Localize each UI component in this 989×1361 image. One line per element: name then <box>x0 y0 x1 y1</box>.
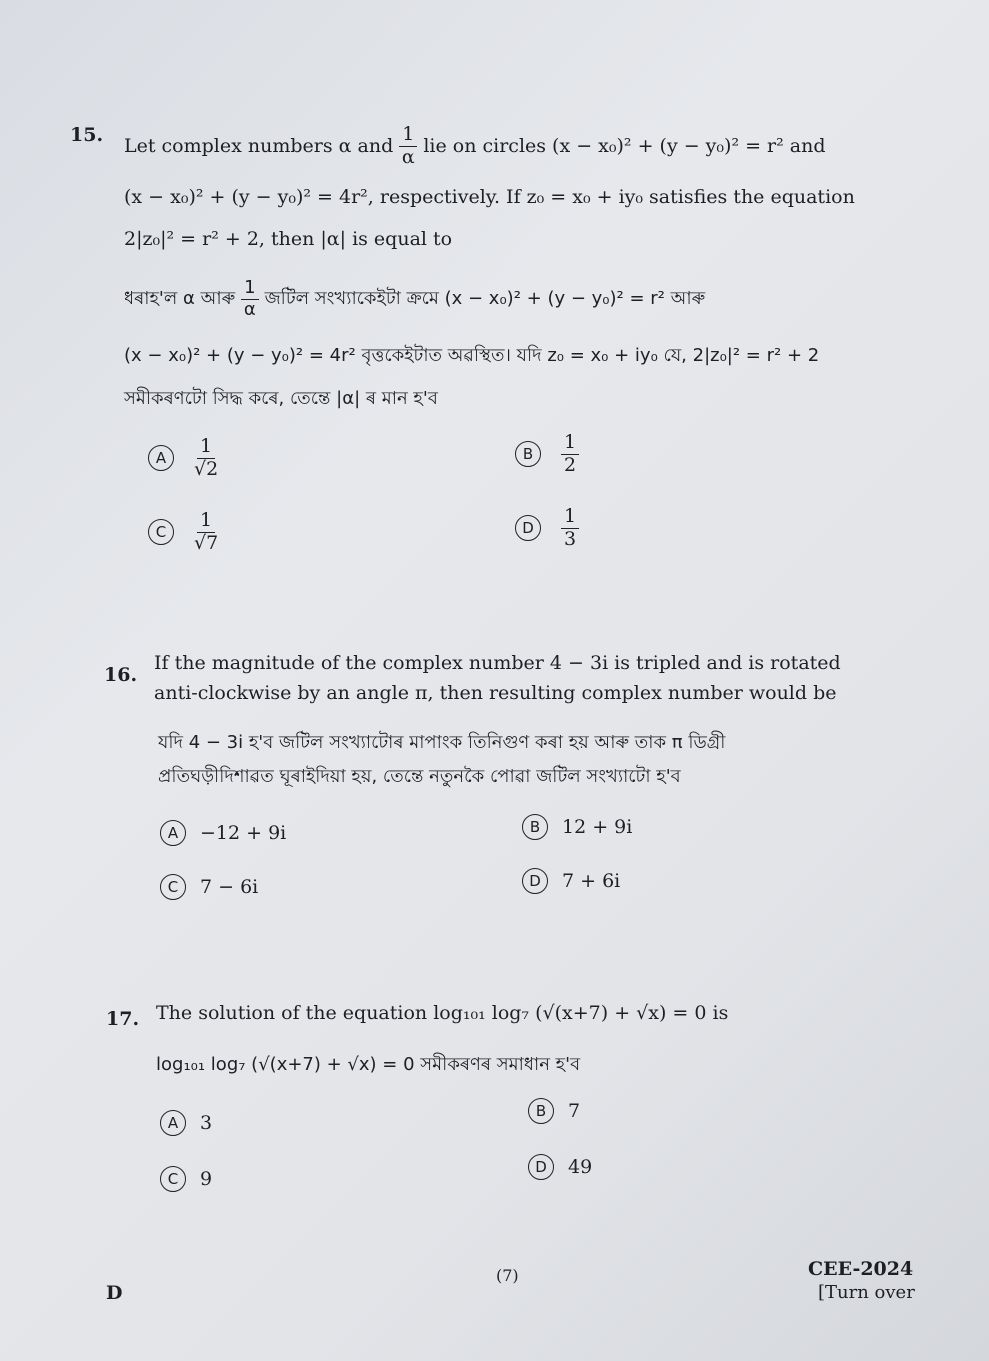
q15-option-c-den: √7 <box>194 531 219 554</box>
exam-code: CEE-2024 <box>808 1258 914 1280</box>
q17-option-a-text: 3 <box>200 1112 213 1134</box>
q15-option-a-den: √2 <box>194 457 219 480</box>
q15-line-2: (x − x₀)² + (y − y₀)² = 4r², respectively. If z₀ = x₀ + iy₀ satisfies the equation <box>124 186 855 208</box>
question-number-16: 16. <box>104 664 138 686</box>
q16-option-b[interactable] <box>522 814 632 840</box>
q15-bn-line-3: সমীকৰণটো সিদ্ধ কৰে, তেন্তে |α| ৰ মান হ'ব <box>124 388 438 409</box>
q16-option-a-text: −12 + 9i <box>200 822 287 844</box>
q16-option-c-text: 7 − 6i <box>200 876 259 898</box>
q15-line-1 <box>124 124 826 169</box>
option-c-bubble[interactable]: C <box>160 1166 186 1192</box>
q15-option-a-num: 1 <box>197 436 215 459</box>
q16-bn-line-2: প্ৰতিঘড়ীদিশাৱত ঘূৰাইদিয়া হয়, তেন্তে নতুনকৈ পোৱা জটিল সংখ্যাটো হ'ব <box>158 766 681 787</box>
q15-bn-frac-den: α <box>243 298 256 320</box>
q16-line-2: anti-clockwise by an angle π, then resulting complex number would be <box>154 682 837 704</box>
q15-fraction <box>399 124 417 169</box>
q15-frac-den: α <box>401 145 415 168</box>
q16-option-a[interactable] <box>160 820 286 846</box>
q16-bn-line-1: যদি 4 − 3i হ'ব জটিল সংখ্যাটোৰ মাপাংক তিনিগুণ কৰা হয় আৰু তাক π ডিগ্ৰী <box>158 732 726 753</box>
q15-text-1b: lie on circles (x − x₀)² + (y − y₀)² = r² and <box>423 135 826 158</box>
q15-option-b-fraction <box>561 432 579 477</box>
q16-option-b-text: 12 + 9i <box>562 816 633 838</box>
option-d-bubble[interactable]: D <box>528 1154 554 1180</box>
q17-bn-text: log₁₀₁ log₇ (√(x+7) + √x) = 0 সমীকৰণৰ সমাধান হ'ব <box>156 1054 581 1075</box>
q16-option-d-text: 7 + 6i <box>562 870 621 892</box>
option-d-bubble[interactable]: D <box>515 515 541 541</box>
turn-over-note: [Turn over <box>818 1282 915 1303</box>
q15-bn-frac-num: 1 <box>241 278 258 300</box>
q15-option-b[interactable] <box>515 432 585 477</box>
page-number: (7) <box>496 1266 519 1285</box>
q15-option-b-den: 2 <box>564 453 577 476</box>
q15-option-a[interactable] <box>148 436 224 481</box>
option-a-bubble[interactable]: A <box>160 820 186 846</box>
question-number-17: 17. <box>106 1008 140 1030</box>
q16-option-d[interactable] <box>522 868 620 894</box>
q17-option-b[interactable] <box>528 1098 580 1124</box>
q17-option-c[interactable] <box>160 1166 212 1192</box>
q15-text-1a: Let complex numbers α and <box>124 135 394 158</box>
q15-bn-text-1a: ধৰাহ'ল α আৰু <box>124 287 236 309</box>
option-d-bubble[interactable]: D <box>522 868 548 894</box>
option-b-bubble[interactable]: B <box>528 1098 554 1124</box>
q15-option-c[interactable] <box>148 510 224 555</box>
q16-option-c[interactable] <box>160 874 258 900</box>
q15-option-d[interactable] <box>515 506 585 551</box>
q15-option-d-num: 1 <box>561 506 579 529</box>
q17-option-d[interactable] <box>528 1154 592 1180</box>
q15-option-c-fraction <box>194 510 218 555</box>
q16-line-1: If the magnitude of the complex number 4 − 3i is tripled and is rotated <box>154 652 841 674</box>
q15-bn-line-2: (x − x₀)² + (y − y₀)² = 4r² বৃত্তকেইটাত অৱস্থিত। যদি z₀ = x₀ + iy₀ যে, 2|z₀|² = r² + 2 <box>124 345 820 366</box>
q17-bn-line-1 <box>156 1050 580 1081</box>
q15-bn-line-1 <box>124 278 705 320</box>
q17-option-c-text: 9 <box>200 1168 213 1190</box>
q15-option-d-fraction <box>561 506 579 551</box>
option-a-bubble[interactable]: A <box>148 445 174 471</box>
q15-line-3: 2|z₀|² = r² + 2, then |α| is equal to <box>124 228 453 250</box>
option-c-bubble[interactable]: C <box>148 519 174 545</box>
q17-option-a[interactable] <box>160 1110 212 1136</box>
q15-option-d-den: 3 <box>564 527 577 550</box>
q15-option-c-num: 1 <box>197 510 215 533</box>
option-a-bubble[interactable]: A <box>160 1110 186 1136</box>
q15-bn-fraction <box>241 278 258 320</box>
q17-option-b-text: 7 <box>568 1100 581 1122</box>
option-b-bubble[interactable]: B <box>522 814 548 840</box>
q17-line-1: The solution of the equation log₁₀₁ log₇ (√(x+7) + √x) = 0 is <box>156 1002 729 1024</box>
q15-frac-num: 1 <box>399 124 417 147</box>
question-number-15: 15. <box>70 124 104 146</box>
option-c-bubble[interactable]: C <box>160 874 186 900</box>
q17-option-d-text: 49 <box>568 1156 593 1178</box>
series-code: D <box>106 1282 123 1304</box>
option-b-bubble[interactable]: B <box>515 441 541 467</box>
q15-option-a-fraction <box>194 436 218 481</box>
q15-bn-text-1b: জটিল সংখ্যাকেইটা ক্ৰমে (x − x₀)² + (y − y₀)² = r² আৰু <box>264 287 706 309</box>
q15-option-b-num: 1 <box>561 432 579 455</box>
